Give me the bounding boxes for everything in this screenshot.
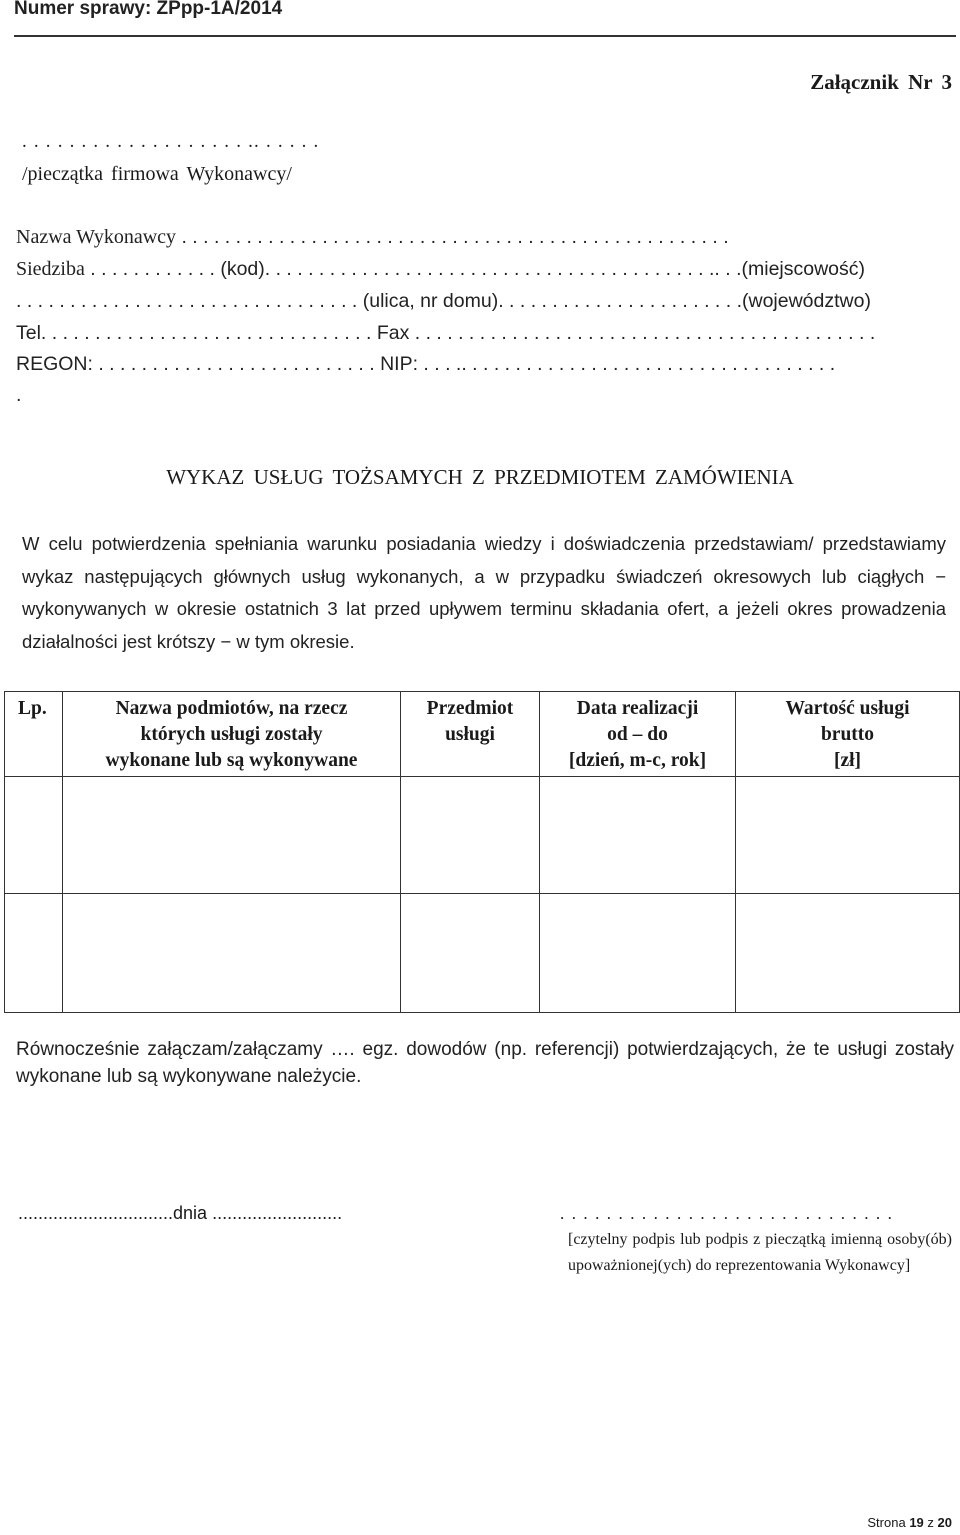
table-cell[interactable]	[401, 894, 540, 1013]
header-lp	[5, 692, 63, 777]
contractor-trailing-dot: .	[16, 384, 22, 406]
stamp-label: /pieczątka firmowa Wykonawcy/	[22, 163, 292, 185]
attachments-note: Równocześnie załączam/załączamy …. egz. dowodów (np. referencji) potwierdzających, że te usługi zostały wykonane lub są wykonywane należycie.	[16, 1039, 954, 1087]
header-entity	[63, 692, 401, 777]
header-date	[540, 692, 736, 777]
header-subject-line2: usługi	[445, 724, 495, 745]
table-cell[interactable]	[736, 777, 960, 894]
header-subject-line1: Przedmiot	[426, 698, 514, 719]
footer-total: 20	[937, 1515, 952, 1530]
annex-label: Załącznik Nr 3	[810, 70, 952, 94]
contractor-phone-fax-line: Tel. . . . . . . . . . . . . . . . . . . . . . . . . . . . . . . Fax . . . . . . . . . . . . . . . . . . . . . . . . . . . . . . . . . . . . . . . . . . .	[16, 322, 876, 344]
contractor-seat-label: Siedziba	[16, 258, 85, 280]
contractor-seat-dots: . . . . . . . . . . . . (kod). . . . . . . . . . . . . . . . . . . . . . . . . . . . . . . . . . . . . . . . . .. . .(miejscowość)	[90, 258, 866, 280]
header-divider	[14, 35, 956, 37]
header-date-line3: [dzień, m-c, rok]	[568, 750, 707, 771]
header-value-line1: Wartość usługi	[785, 698, 910, 719]
header-value	[736, 692, 960, 777]
header-date-line2: od – do	[607, 724, 668, 745]
table-cell[interactable]	[540, 777, 736, 894]
header-value-line3: [zł]	[833, 750, 862, 771]
contractor-name-label: Nazwa Wykonawcy	[16, 226, 177, 248]
case-number: Numer sprawy: ZPpp-1A/2014	[14, 0, 283, 19]
table-cell[interactable]	[63, 894, 401, 1013]
intro-paragraph: W celu potwierdzenia spełniania warunku posiadania wiedzy i doświadczenia przedstawiam/ przedstawiamy wykaz następujących głównych usług wykonanych, a w przypadku świadczeń okresowych lub ciągłych − wykonywanych w okresie ostatnich 3 lat przed upływem terminu składania ofert, a jeżeli okres prowadzenia działalności jest krótszy − w tym okresie.	[22, 533, 946, 652]
header-entity-line2: których usługi zostały	[140, 724, 323, 745]
signature-dots: . . . . . . . . . . . . . . . . . . . . . . . . . . . . .	[560, 1204, 894, 1223]
signature-note: [czytelny podpis lub podpis z pieczątką imienną osoby(ób) upoważnionej(ych) do reprezentowania Wykonawcy]	[568, 1231, 952, 1274]
place-date-line: ...............................dnia ..........................	[18, 1203, 343, 1223]
header-lp-text: Lp.	[18, 698, 47, 719]
services-table	[4, 691, 960, 1013]
header-date-line1: Data realizacji	[576, 698, 699, 719]
contractor-seat-line	[16, 258, 865, 281]
table-cell[interactable]	[63, 777, 401, 894]
table-cell[interactable]	[736, 894, 960, 1013]
document-title: WYKAZ USŁUG TOŻSAMYCH Z PRZEDMIOTEM ZAMÓWIENIA	[166, 465, 794, 489]
table-cell[interactable]	[540, 894, 736, 1013]
table-row	[5, 777, 960, 894]
footer-prefix: Strona	[867, 1515, 906, 1530]
table-row	[5, 894, 960, 1013]
header-subject	[401, 692, 540, 777]
contractor-street-line: . . . . . . . . . . . . . . . . . . . . . . . . . . . . . . . . (ulica, nr domu). . . . . . . . . . . . . . . . . . . . . . .(województwo)	[16, 290, 871, 312]
header-value-line2: brutto	[820, 724, 875, 745]
header-entity-line1: Nazwa podmiotów, na rzecz	[115, 698, 348, 719]
table-header-row	[5, 692, 960, 777]
contractor-name-line	[16, 226, 729, 249]
contractor-regon-nip-line: REGON: . . . . . . . . . . . . . . . . . . . . . . . . . . NIP: . . . .. . . . . . . . . . . . . . . . . . . . . . . . . . . . . . . . . . .	[16, 353, 836, 375]
footer-page: 19	[909, 1515, 924, 1530]
table-cell[interactable]	[401, 777, 540, 894]
stamp-dots: . . . . . . . . . . . . . . . . . . . .. . . . . .	[22, 131, 320, 152]
contractor-name-dots: . . . . . . . . . . . . . . . . . . . . . . . . . . . . . . . . . . . . . . . . . . . . . . . . . . .	[181, 226, 729, 248]
table-cell[interactable]	[5, 777, 63, 894]
page-footer	[867, 1515, 952, 1530]
table-cell[interactable]	[5, 894, 63, 1013]
footer-sep: z	[927, 1515, 934, 1530]
header-entity-line3: wykonane lub są wykonywane	[105, 750, 358, 771]
